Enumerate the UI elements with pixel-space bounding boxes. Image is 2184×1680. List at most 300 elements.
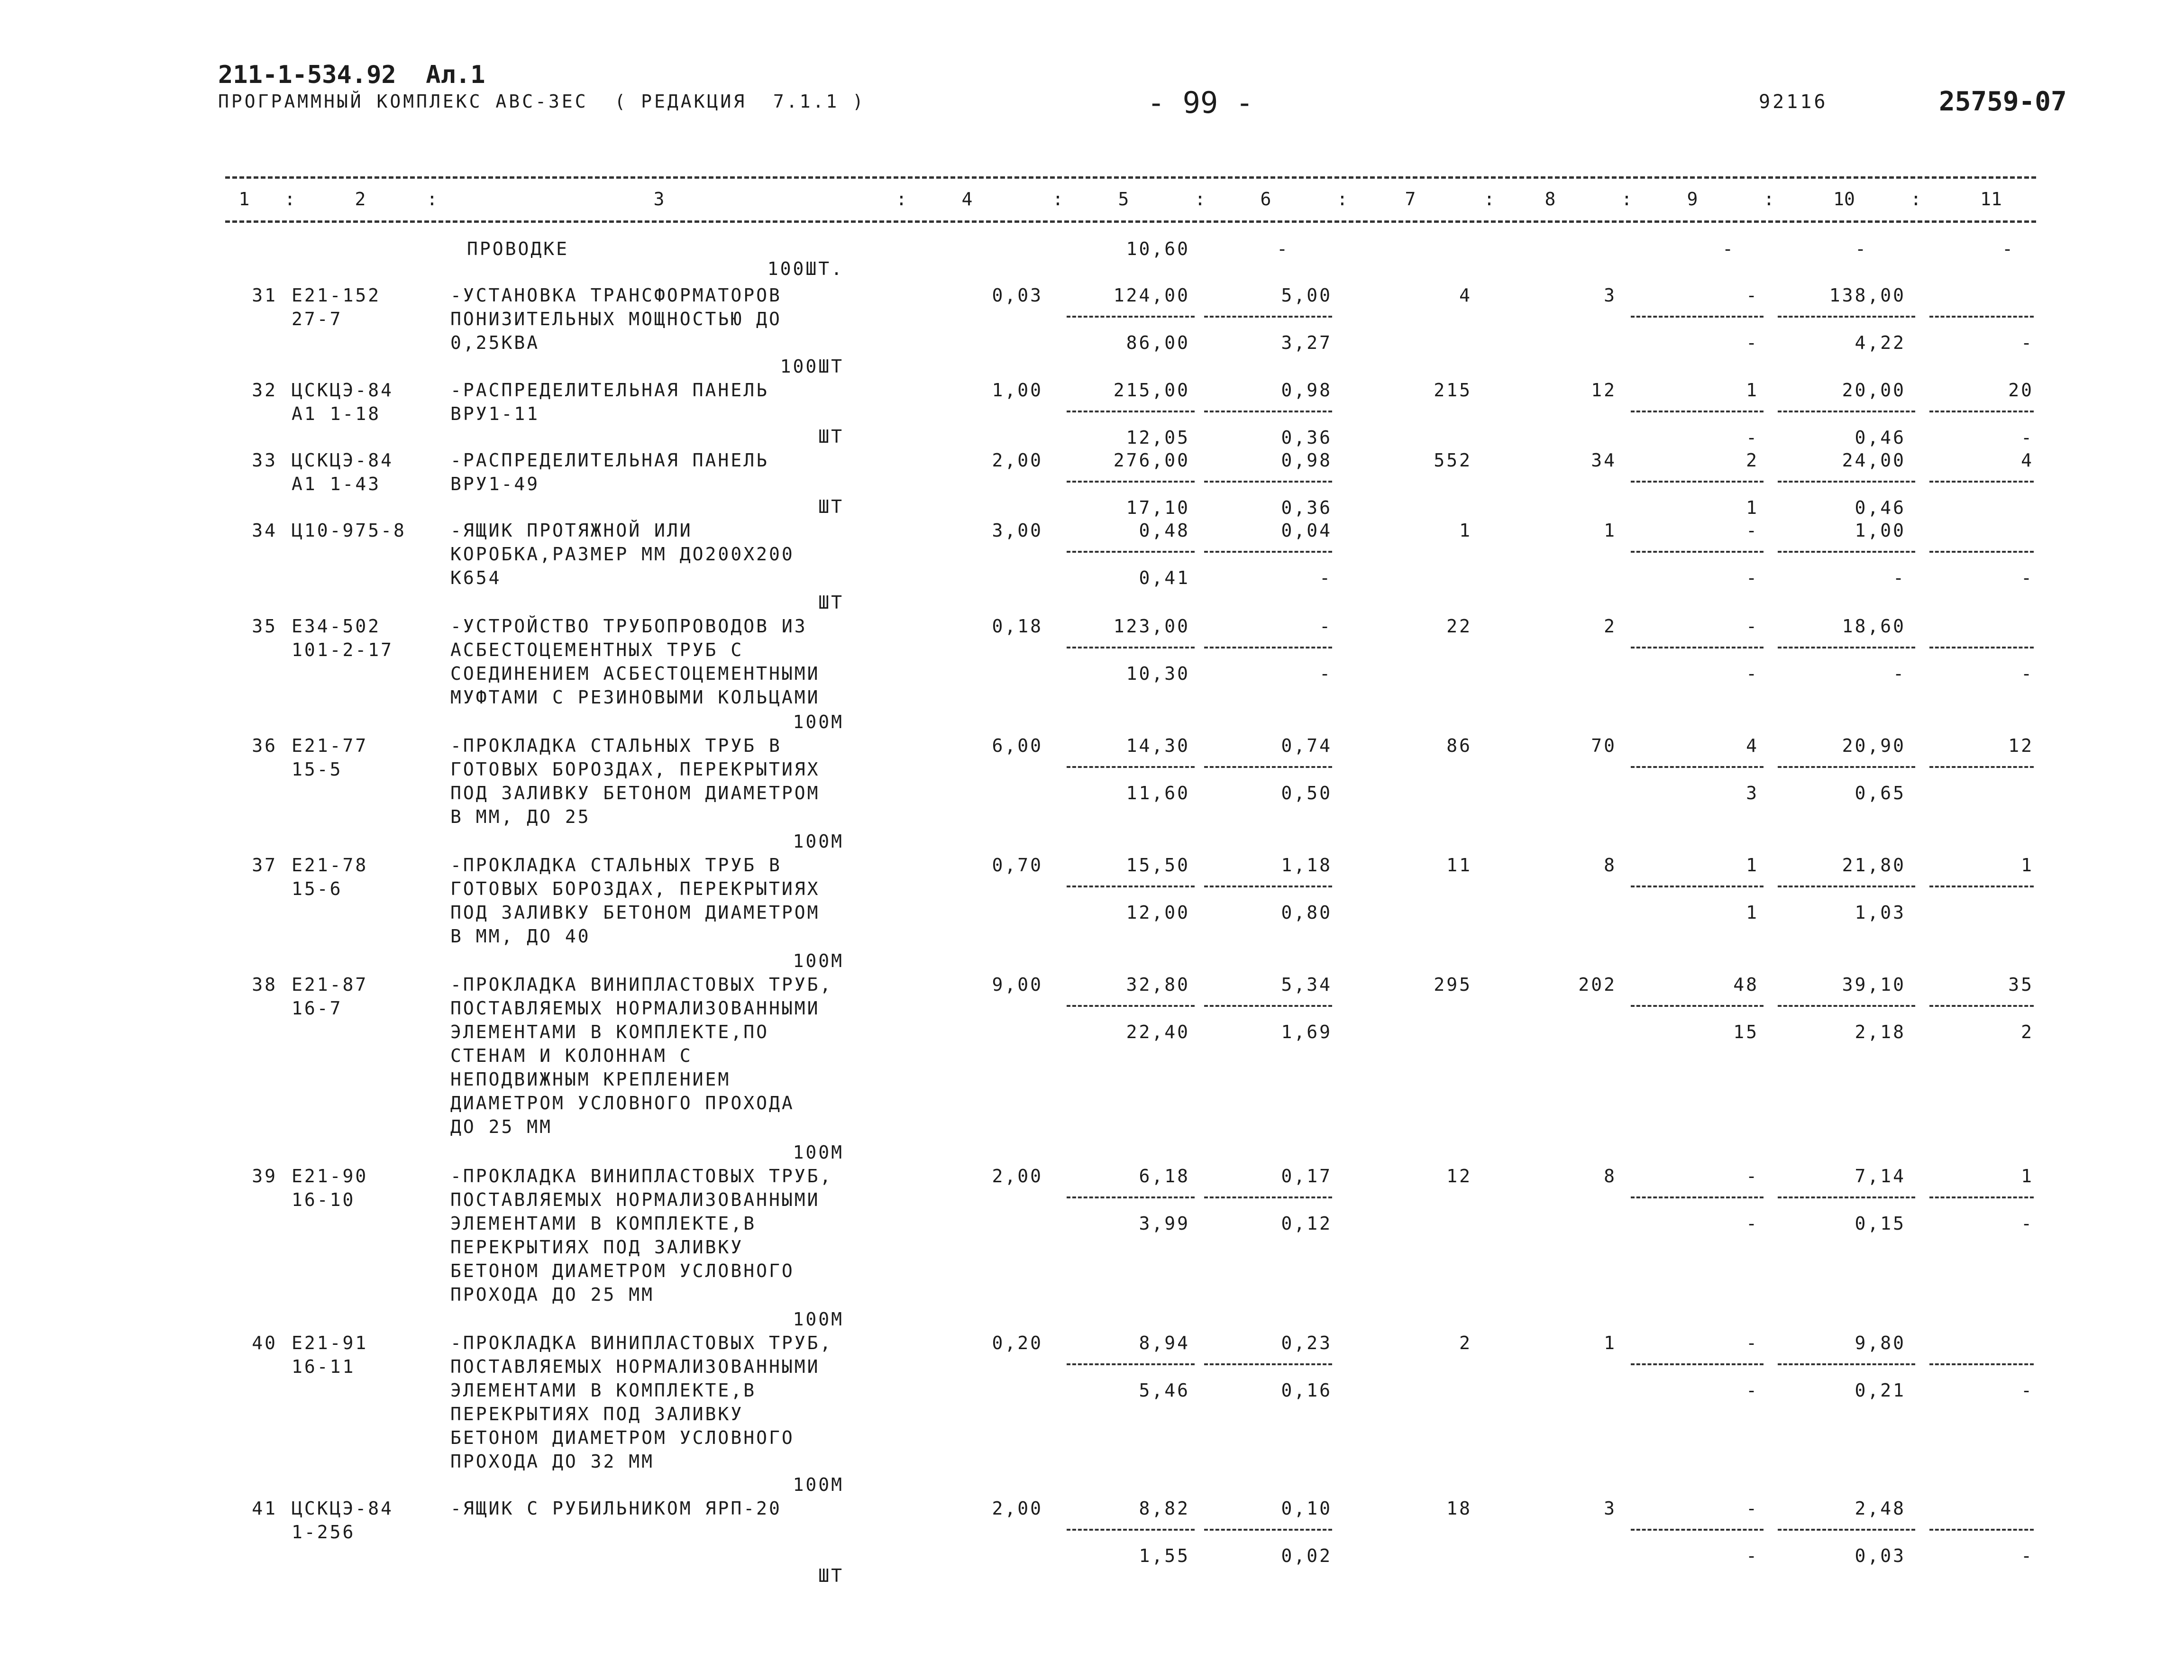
row-unit-wage: 0,10 bbox=[1281, 1498, 1332, 1519]
row-c9-lower: - bbox=[1746, 1545, 1759, 1566]
column-separator: : bbox=[1764, 189, 1774, 210]
row-unit-wage: 1,18 bbox=[1281, 855, 1332, 876]
row-cost-base: 5,46 bbox=[1139, 1380, 1190, 1401]
row-total-cost: 22 bbox=[1446, 616, 1472, 637]
subtotal-divider bbox=[1204, 411, 1332, 412]
inventory-number: 25759-07 bbox=[1939, 86, 2067, 117]
column-header-3: 3 bbox=[653, 189, 665, 210]
row-unit-cost: 15,50 bbox=[1126, 855, 1190, 876]
row-code: Е21-77 bbox=[292, 735, 368, 756]
subtotal-divider bbox=[1631, 1005, 1764, 1007]
subtotal-divider bbox=[1067, 1363, 1195, 1365]
row-description: ПОСТАВЛЯЕМЫХ НОРМАЛИЗОВАННЫМИ bbox=[450, 998, 820, 1019]
row-wage-base: 0,12 bbox=[1281, 1213, 1332, 1234]
row-c10: 20,00 bbox=[1842, 380, 1906, 401]
row-c9: - bbox=[1746, 285, 1759, 306]
row-description: ГОТОВЫХ БОРОЗДАХ, ПЕРЕКРЫТИЯХ bbox=[450, 878, 820, 899]
row-c10-lower: 0,15 bbox=[1855, 1213, 1906, 1234]
row-c11-lower: - bbox=[2021, 427, 2034, 448]
row-c9: - bbox=[1746, 1498, 1759, 1519]
subtotal-divider bbox=[1929, 1529, 2034, 1531]
row-code-sub: 1-256 bbox=[292, 1522, 356, 1543]
row-unit: 100ШТ bbox=[780, 356, 844, 377]
row-description: -ЯЩИК ПРОТЯЖНОЙ ИЛИ bbox=[450, 520, 693, 541]
row-wage-base: 1,69 bbox=[1281, 1022, 1332, 1042]
subtotal-divider bbox=[1204, 886, 1332, 887]
row-c10-lower: - bbox=[1893, 567, 1906, 588]
subtotal-divider bbox=[1067, 1529, 1195, 1531]
row-cost-base: 0,41 bbox=[1139, 567, 1190, 588]
row-total-cost: 12 bbox=[1446, 1166, 1472, 1187]
subtotal-divider bbox=[1067, 481, 1195, 483]
subtotal-divider bbox=[1929, 1363, 2034, 1365]
row-total-wage: 12 bbox=[1591, 380, 1617, 401]
row-unit: ШТ bbox=[818, 592, 844, 613]
row-description: ЭЛЕМЕНТАМИ В КОМПЛЕКТЕ,ПО bbox=[450, 1022, 769, 1042]
row-quantity: 0,03 bbox=[992, 285, 1043, 306]
row-description: 0,25КВА bbox=[450, 332, 540, 353]
row-quantity: 0,70 bbox=[992, 855, 1043, 876]
row-c11-lower: - bbox=[2021, 663, 2034, 684]
subtotal-divider bbox=[1204, 481, 1332, 483]
subtotal-divider bbox=[1778, 1363, 1915, 1365]
row-description: -УСТАНОВКА ТРАНСФОРМАТОРОВ bbox=[450, 285, 782, 306]
row-unit-cost: 124,00 bbox=[1113, 285, 1190, 306]
row-cost-base: 12,05 bbox=[1126, 427, 1190, 448]
subtotal-divider bbox=[1067, 411, 1195, 412]
row-total-cost: 1 bbox=[1459, 520, 1472, 541]
row-description: -ПРОКЛАДКА СТАЛЬНЫХ ТРУБ В bbox=[450, 735, 782, 756]
row-c11: 20 bbox=[2008, 380, 2034, 401]
subtotal-divider bbox=[1929, 411, 2034, 412]
row-cost-base: 17,10 bbox=[1126, 497, 1190, 518]
subtotal-divider bbox=[1778, 886, 1915, 887]
row-description: ПОД ЗАЛИВКУ БЕТОНОМ ДИАМЕТРОМ bbox=[450, 783, 820, 803]
row-description: ПРОХОДА ДО 25 ММ bbox=[450, 1284, 655, 1305]
row-description: ПЕРЕКРЫТИЯХ ПОД ЗАЛИВКУ bbox=[450, 1404, 744, 1424]
row-description: ПЕРЕКРЫТИЯХ ПОД ЗАЛИВКУ bbox=[450, 1237, 744, 1258]
row-code-sub: 15-6 bbox=[292, 878, 343, 899]
row-description: ВРУ1-49 bbox=[450, 474, 540, 494]
row-code: ЦСКЦЭ-84 bbox=[292, 380, 394, 401]
row-unit: 100М bbox=[793, 1474, 844, 1495]
row-c9-lower: - bbox=[1746, 427, 1759, 448]
row-cost-base: 10,30 bbox=[1126, 663, 1190, 684]
subtotal-divider bbox=[1204, 1529, 1332, 1531]
subtotal-divider bbox=[1067, 766, 1195, 768]
row-c10-lower: 0,03 bbox=[1855, 1545, 1906, 1566]
row-c10: 24,00 bbox=[1842, 450, 1906, 471]
row-c11: 35 bbox=[2008, 974, 2034, 995]
subtotal-divider bbox=[1929, 551, 2034, 553]
subtotal-divider bbox=[1778, 1196, 1915, 1198]
row-c10-lower: 4,22 bbox=[1855, 332, 1906, 353]
row-code: Е34-502 bbox=[292, 616, 381, 637]
row-unit-wage: 5,34 bbox=[1281, 974, 1332, 995]
row-c10-lower: 0,46 bbox=[1855, 497, 1906, 518]
row-c10-lower: 0,65 bbox=[1855, 783, 1906, 803]
subtotal-divider bbox=[1631, 766, 1764, 768]
row-quantity: 2,00 bbox=[992, 450, 1043, 471]
row-code: ЦСКЦЭ-84 bbox=[292, 1498, 394, 1519]
subtotal-divider bbox=[1929, 481, 2034, 483]
row-description: НЕПОДВИЖНЫМ КРЕПЛЕНИЕМ bbox=[450, 1069, 731, 1090]
row-description: СТЕНАМ И КОЛОННАМ С bbox=[450, 1045, 693, 1066]
column-header-8: 8 bbox=[1544, 189, 1556, 210]
row-description: В ММ, ДО 25 bbox=[450, 806, 591, 827]
table-header-rule bbox=[225, 220, 2036, 223]
row-quantity: 0,20 bbox=[992, 1333, 1043, 1353]
row-unit-wage: 0,74 bbox=[1281, 735, 1332, 756]
row-description: МУФТАМИ С РЕЗИНОВЫМИ КОЛЬЦАМИ bbox=[450, 687, 820, 708]
row-c10: 20,90 bbox=[1842, 735, 1906, 756]
table-top-rule bbox=[225, 176, 2036, 179]
row-unit: 100М bbox=[793, 712, 844, 732]
column-header-11: 11 bbox=[1980, 189, 2002, 210]
row-unit-cost: 6,18 bbox=[1139, 1166, 1190, 1187]
row-description: ВРУ1-11 bbox=[450, 403, 540, 424]
row-unit-cost: 215,00 bbox=[1113, 380, 1190, 401]
subtotal-divider bbox=[1067, 316, 1195, 318]
row-description: ПРОВОДКЕ bbox=[467, 238, 569, 259]
row-code: Е21-90 bbox=[292, 1166, 368, 1187]
row-quantity: 9,00 bbox=[992, 974, 1043, 995]
row-c10: 7,14 bbox=[1855, 1166, 1906, 1187]
row-unit: ШТ bbox=[818, 496, 844, 517]
row-description: ЭЛЕМЕНТАМИ В КОМПЛЕКТЕ,В bbox=[450, 1380, 757, 1401]
subtotal-divider bbox=[1204, 551, 1332, 553]
column-separator: : bbox=[1195, 189, 1206, 210]
subtotal-divider bbox=[1067, 1005, 1195, 1007]
row-total-wage: 1 bbox=[1604, 520, 1617, 541]
row-code-sub: 101-2-17 bbox=[292, 639, 394, 660]
row-total-wage: 34 bbox=[1591, 450, 1617, 471]
row-c10-lower: 0,46 bbox=[1855, 427, 1906, 448]
row-description: СОЕДИНЕНИЕМ АСБЕСТОЦЕМЕНТНЫМИ bbox=[450, 663, 820, 684]
subtotal-divider bbox=[1204, 1196, 1332, 1198]
row-number: 41 bbox=[252, 1498, 277, 1519]
row-description: -ПРОКЛАДКА ВИНИПЛАСТОВЫХ ТРУБ, bbox=[450, 1333, 833, 1353]
row-quantity: 3,00 bbox=[992, 520, 1043, 541]
row-code-sub: 16-7 bbox=[292, 998, 343, 1019]
row-wage-base: 0,36 bbox=[1281, 427, 1332, 448]
row-description: -ЯЩИК С РУБИЛЬНИКОМ ЯРП-20 bbox=[450, 1498, 782, 1519]
row-unit-cost: 14,30 bbox=[1126, 735, 1190, 756]
row-total-wage: 1 bbox=[1604, 1333, 1617, 1353]
row-c10-lower: 1,03 bbox=[1855, 902, 1906, 923]
subtotal-divider bbox=[1778, 481, 1915, 483]
row-c9-lower: - bbox=[1746, 1213, 1759, 1234]
row-description: -ПРОКЛАДКА ВИНИПЛАСТОВЫХ ТРУБ, bbox=[450, 1166, 833, 1187]
row-description: ПОСТАВЛЯЕМЫХ НОРМАЛИЗОВАННЫМИ bbox=[450, 1356, 820, 1377]
row-c11: 12 bbox=[2008, 735, 2034, 756]
row-cost-base: 22,40 bbox=[1126, 1022, 1190, 1042]
row-c10: 21,80 bbox=[1842, 855, 1906, 876]
column-separator: : bbox=[1910, 189, 1921, 210]
row-c10: 9,80 bbox=[1855, 1333, 1906, 1353]
row-number: 40 bbox=[252, 1333, 277, 1353]
row-description: АСБЕСТОЦЕМЕНТНЫХ ТРУБ С bbox=[450, 639, 744, 660]
row-c11: 4 bbox=[2021, 450, 2034, 471]
row-description: КОРОБКА,РАЗМЕР ММ ДО200Х200 bbox=[450, 544, 795, 565]
row-c9-lower: - bbox=[1746, 332, 1759, 353]
row-c9: 4 bbox=[1746, 735, 1759, 756]
row-total-cost: 18 bbox=[1446, 1498, 1472, 1519]
program-title: ПРОГРАММНЫЙ КОМПЛЕКС АВС-ЗЕС ( РЕДАКЦИЯ 7.1.1 ) bbox=[218, 91, 866, 112]
row-cost-base: 12,00 bbox=[1126, 902, 1190, 923]
row-c10-lower: 0,21 bbox=[1855, 1380, 1906, 1401]
row-c10: 2,48 bbox=[1855, 1498, 1906, 1519]
row-unit-wage: 0,04 bbox=[1281, 520, 1332, 541]
row-c9: - bbox=[1746, 520, 1759, 541]
row-c10: 138,00 bbox=[1829, 285, 1906, 306]
row-wage-base: 3,27 bbox=[1281, 332, 1332, 353]
row-c11: 1 bbox=[2021, 855, 2034, 876]
row-code-sub: 16-10 bbox=[292, 1189, 356, 1210]
subtotal-divider bbox=[1204, 647, 1332, 648]
row-quantity: 1,00 bbox=[992, 380, 1043, 401]
row-unit: 100М bbox=[793, 950, 844, 971]
row-wage-base: - bbox=[1277, 238, 1289, 259]
row-code-sub: 16-11 bbox=[292, 1356, 356, 1377]
row-cost-base: 1,55 bbox=[1139, 1545, 1190, 1566]
subtotal-divider bbox=[1778, 1529, 1915, 1531]
row-description: К654 bbox=[450, 567, 502, 588]
column-header-10: 10 bbox=[1833, 189, 1855, 210]
row-description: -ПРОКЛАДКА ВИНИПЛАСТОВЫХ ТРУБ, bbox=[450, 974, 833, 995]
subtotal-divider bbox=[1631, 886, 1764, 887]
column-separator: : bbox=[1484, 189, 1495, 210]
row-cost-base: 10,60 bbox=[1126, 238, 1190, 259]
row-unit-cost: 276,00 bbox=[1113, 450, 1190, 471]
row-c11-lower: - bbox=[2021, 1380, 2034, 1401]
row-number: 34 bbox=[252, 520, 277, 541]
row-unit: 100М bbox=[793, 1142, 844, 1163]
subtotal-divider bbox=[1929, 1005, 2034, 1007]
row-code-sub: А1 1-18 bbox=[292, 403, 381, 424]
row-code: Е21-91 bbox=[292, 1333, 368, 1353]
row-description: ПРОХОДА ДО 32 ММ bbox=[450, 1451, 655, 1472]
subtotal-divider bbox=[1778, 647, 1915, 648]
subtotal-divider bbox=[1631, 316, 1764, 318]
document-code: 211-1-534.92 Ал.1 bbox=[218, 61, 485, 89]
subtotal-divider bbox=[1631, 411, 1764, 412]
subtotal-divider bbox=[1067, 647, 1195, 648]
row-number: 37 bbox=[252, 855, 277, 876]
column-separator: : bbox=[427, 189, 438, 210]
subtotal-divider bbox=[1631, 1529, 1764, 1531]
row-c11-lower: - bbox=[2021, 567, 2034, 588]
row-quantity: 6,00 bbox=[992, 735, 1043, 756]
row-total-cost: 295 bbox=[1434, 974, 1472, 995]
row-c9-lower: 15 bbox=[1733, 1022, 1759, 1042]
row-c9-lower: - bbox=[1746, 1380, 1759, 1401]
row-number: 38 bbox=[252, 974, 277, 995]
row-unit-cost: 0,48 bbox=[1139, 520, 1190, 541]
row-description: ДО 25 ММ bbox=[450, 1116, 553, 1137]
row-c11-lower: - bbox=[2021, 1545, 2034, 1566]
page-number: - 99 - bbox=[1147, 85, 1253, 120]
row-c11-lower: - bbox=[2021, 332, 2034, 353]
row-total-wage: 8 bbox=[1604, 855, 1617, 876]
row-total-cost: 2 bbox=[1459, 1333, 1472, 1353]
row-unit: ШТ bbox=[818, 1565, 844, 1586]
row-total-wage: 2 bbox=[1604, 616, 1617, 637]
row-unit: 100М bbox=[793, 1309, 844, 1330]
subtotal-divider bbox=[1204, 1005, 1332, 1007]
column-header-4: 4 bbox=[961, 189, 973, 210]
row-unit-wage: 0,98 bbox=[1281, 450, 1332, 471]
row-c10-lower: - bbox=[1855, 238, 1868, 259]
column-header-7: 7 bbox=[1405, 189, 1416, 210]
row-unit-wage: 0,98 bbox=[1281, 380, 1332, 401]
row-unit-wage: 5,00 bbox=[1281, 285, 1332, 306]
row-wage-base: 0,50 bbox=[1281, 783, 1332, 803]
column-separator: : bbox=[896, 189, 907, 210]
row-unit-wage: 0,17 bbox=[1281, 1166, 1332, 1187]
row-cost-base: 86,00 bbox=[1126, 332, 1190, 353]
row-unit-cost: 8,94 bbox=[1139, 1333, 1190, 1353]
subtotal-divider bbox=[1631, 1363, 1764, 1365]
column-header-2: 2 bbox=[355, 189, 366, 210]
row-unit-cost: 123,00 bbox=[1113, 616, 1190, 637]
row-unit: 100М bbox=[793, 831, 844, 852]
subtotal-divider bbox=[1778, 411, 1915, 412]
row-c9: 2 bbox=[1746, 450, 1759, 471]
row-cost-base: 3,99 bbox=[1139, 1213, 1190, 1234]
row-unit-cost: 8,82 bbox=[1139, 1498, 1190, 1519]
sheet-number: 92116 bbox=[1759, 91, 1828, 113]
row-unit-cost: 32,80 bbox=[1126, 974, 1190, 995]
row-wage-base: - bbox=[1319, 663, 1332, 684]
subtotal-divider bbox=[1631, 647, 1764, 648]
row-c10-lower: - bbox=[1893, 663, 1906, 684]
row-c9-lower: - bbox=[1746, 663, 1759, 684]
subtotal-divider bbox=[1067, 551, 1195, 553]
row-c9: - bbox=[1746, 1333, 1759, 1353]
subtotal-divider bbox=[1778, 551, 1915, 553]
column-header-5: 5 bbox=[1118, 189, 1129, 210]
row-description: -РАСПРЕДЕЛИТЕЛЬНАЯ ПАНЕЛЬ bbox=[450, 380, 769, 401]
row-code-sub: 27-7 bbox=[292, 309, 343, 329]
subtotal-divider bbox=[1067, 1196, 1195, 1198]
subtotal-divider bbox=[1204, 766, 1332, 768]
row-c11-lower: 2 bbox=[2021, 1022, 2034, 1042]
row-total-cost: 552 bbox=[1434, 450, 1472, 471]
subtotal-divider bbox=[1929, 886, 2034, 887]
row-c11-lower: - bbox=[2002, 238, 2015, 259]
row-total-cost: 215 bbox=[1434, 380, 1472, 401]
subtotal-divider bbox=[1929, 1196, 2034, 1198]
row-quantity: 0,18 bbox=[992, 616, 1043, 637]
row-description: ПОСТАВЛЯЕМЫХ НОРМАЛИЗОВАННЫМИ bbox=[450, 1189, 820, 1210]
row-c9: - bbox=[1746, 1166, 1759, 1187]
row-total-wage: 70 bbox=[1591, 735, 1617, 756]
row-description: ПОД ЗАЛИВКУ БЕТОНОМ ДИАМЕТРОМ bbox=[450, 902, 820, 923]
row-description: ПОНИЗИТЕЛЬНЫХ МОЩНОСТЬЮ ДО bbox=[450, 309, 782, 329]
subtotal-divider bbox=[1929, 316, 2034, 318]
row-description: ЭЛЕМЕНТАМИ В КОМПЛЕКТЕ,В bbox=[450, 1213, 757, 1234]
row-unit-wage: - bbox=[1319, 616, 1332, 637]
row-c11: 1 bbox=[2021, 1166, 2034, 1187]
row-code: Е21-78 bbox=[292, 855, 368, 876]
subtotal-divider bbox=[1929, 647, 2034, 648]
row-number: 31 bbox=[252, 285, 277, 306]
row-description: В ММ, ДО 40 bbox=[450, 926, 591, 947]
row-c9: 48 bbox=[1733, 974, 1759, 995]
row-number: 32 bbox=[252, 380, 277, 401]
subtotal-divider bbox=[1631, 481, 1764, 483]
row-wage-base: - bbox=[1319, 567, 1332, 588]
subtotal-divider bbox=[1067, 886, 1195, 887]
row-cost-base: 11,60 bbox=[1126, 783, 1190, 803]
column-separator: : bbox=[1052, 189, 1063, 210]
row-quantity: 2,00 bbox=[992, 1498, 1043, 1519]
row-unit: ШТ bbox=[818, 426, 844, 447]
row-total-wage: 3 bbox=[1604, 285, 1617, 306]
row-wage-base: 0,80 bbox=[1281, 902, 1332, 923]
row-number: 33 bbox=[252, 450, 277, 471]
row-c9-lower: - bbox=[1722, 238, 1735, 259]
subtotal-divider bbox=[1631, 1196, 1764, 1198]
row-c9-lower: 1 bbox=[1746, 497, 1759, 518]
row-total-cost: 11 bbox=[1446, 855, 1472, 876]
row-total-cost: 4 bbox=[1459, 285, 1472, 306]
subtotal-divider bbox=[1929, 766, 2034, 768]
subtotal-divider bbox=[1778, 316, 1915, 318]
row-total-wage: 3 bbox=[1604, 1498, 1617, 1519]
row-description: ДИАМЕТРОМ УСЛОВНОГО ПРОХОДА bbox=[450, 1093, 795, 1114]
row-c10-lower: 2,18 bbox=[1855, 1022, 1906, 1042]
row-description: БЕТОНОМ ДИАМЕТРОМ УСЛОВНОГО bbox=[450, 1427, 795, 1448]
row-c11-lower: - bbox=[2021, 1213, 2034, 1234]
row-c10: 39,10 bbox=[1842, 974, 1906, 995]
subtotal-divider bbox=[1631, 551, 1764, 553]
row-description: -ПРОКЛАДКА СТАЛЬНЫХ ТРУБ В bbox=[450, 855, 782, 876]
row-code: Е21-87 bbox=[292, 974, 368, 995]
row-c9-lower: 1 bbox=[1746, 902, 1759, 923]
row-unit-wage: 0,23 bbox=[1281, 1333, 1332, 1353]
row-description: ГОТОВЫХ БОРОЗДАХ, ПЕРЕКРЫТИЯХ bbox=[450, 759, 820, 780]
row-c9-lower: - bbox=[1746, 567, 1759, 588]
row-number: 35 bbox=[252, 616, 277, 637]
row-c9-lower: 3 bbox=[1746, 783, 1759, 803]
row-description: -РАСПРЕДЕЛИТЕЛЬНАЯ ПАНЕЛЬ bbox=[450, 450, 769, 471]
row-total-cost: 86 bbox=[1446, 735, 1472, 756]
row-code: Е21-152 bbox=[292, 285, 381, 306]
row-description: -УСТРОЙСТВО ТРУБОПРОВОДОВ ИЗ bbox=[450, 616, 807, 637]
row-description: БЕТОНОМ ДИАМЕТРОМ УСЛОВНОГО bbox=[450, 1260, 795, 1281]
column-header-1: 1 bbox=[238, 189, 250, 210]
row-number: 36 bbox=[252, 735, 277, 756]
row-code-sub: 15-5 bbox=[292, 759, 343, 780]
row-total-wage: 202 bbox=[1578, 974, 1617, 995]
row-total-wage: 8 bbox=[1604, 1166, 1617, 1187]
row-c9: 1 bbox=[1746, 380, 1759, 401]
row-unit: 100ШТ. bbox=[767, 258, 844, 279]
subtotal-divider bbox=[1204, 1363, 1332, 1365]
row-wage-base: 0,36 bbox=[1281, 497, 1332, 518]
row-code: ЦСКЦЭ-84 bbox=[292, 450, 394, 471]
column-separator: : bbox=[1621, 189, 1632, 210]
row-c9: 1 bbox=[1746, 855, 1759, 876]
row-c10: 18,60 bbox=[1842, 616, 1906, 637]
column-header-9: 9 bbox=[1687, 189, 1698, 210]
row-quantity: 2,00 bbox=[992, 1166, 1043, 1187]
row-number: 39 bbox=[252, 1166, 277, 1187]
row-wage-base: 0,02 bbox=[1281, 1545, 1332, 1566]
subtotal-divider bbox=[1204, 316, 1332, 318]
